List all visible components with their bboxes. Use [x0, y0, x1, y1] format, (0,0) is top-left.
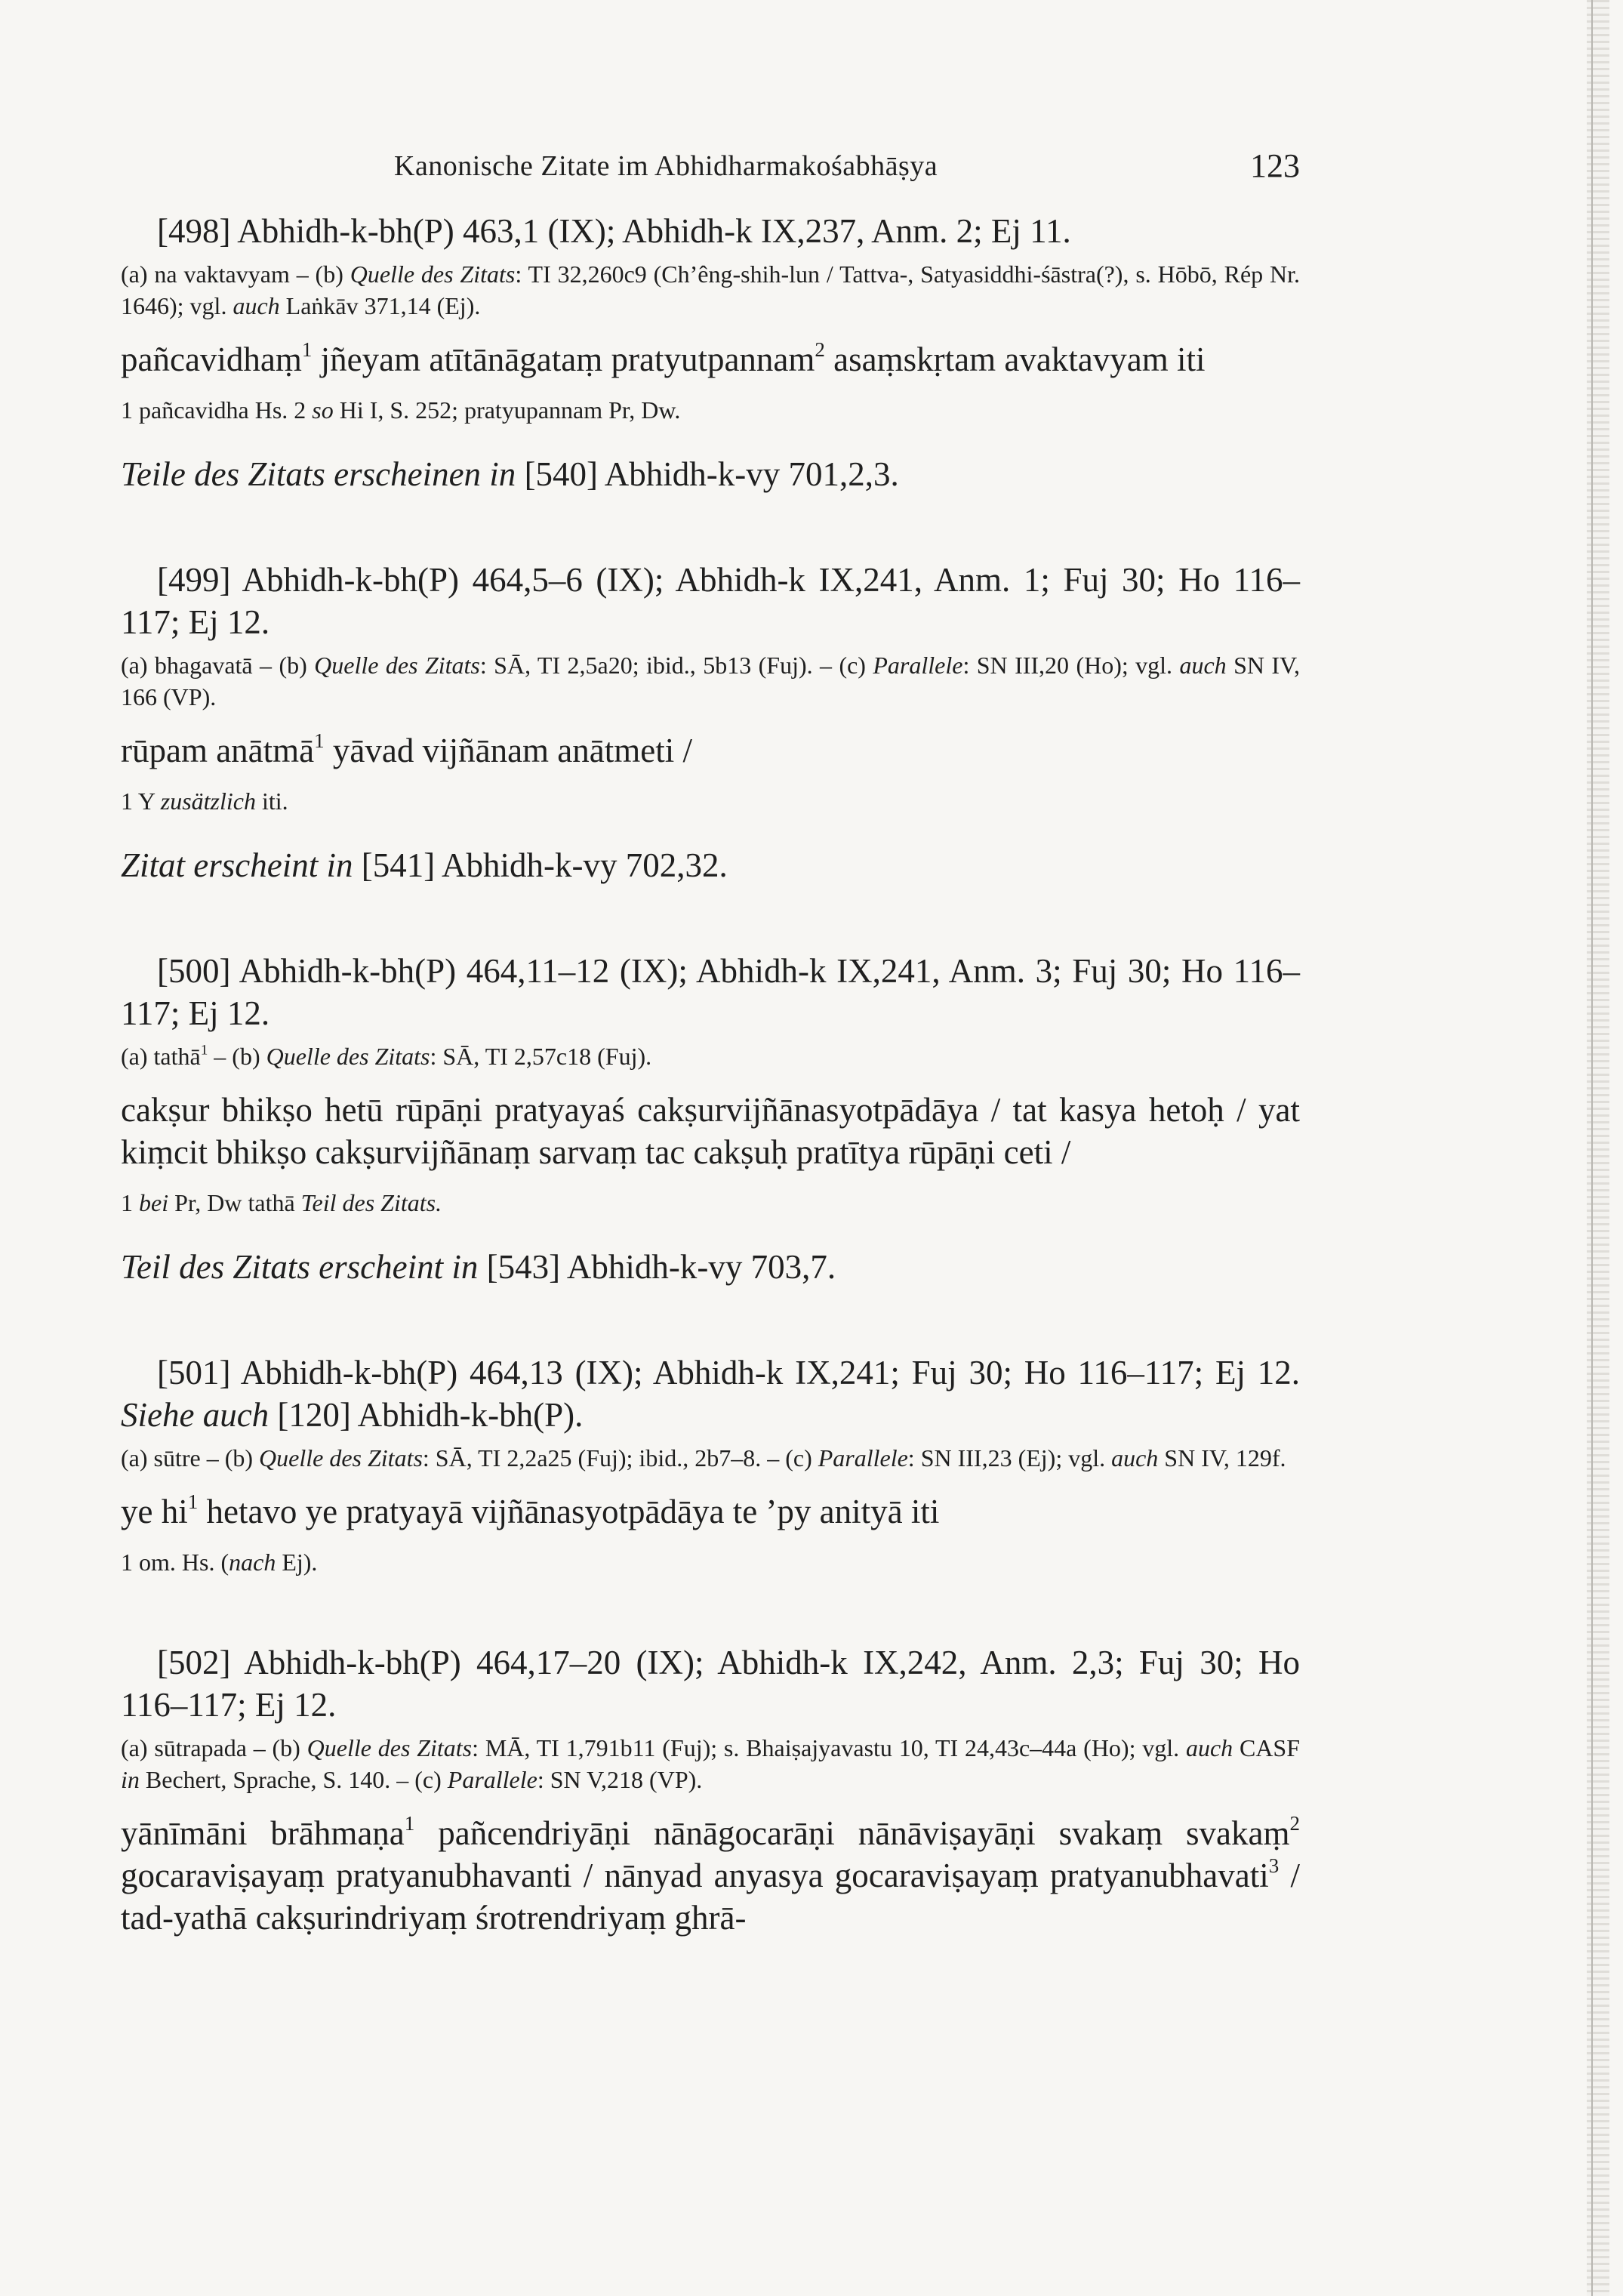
footnote-italic: zusätzlich: [160, 787, 256, 815]
footnote-italic: bei: [139, 1189, 169, 1216]
page-header: [121, 149, 1300, 195]
appears-italic: Teile des Zitats erscheinen in: [121, 455, 516, 493]
reference-text: [120] Abhidh-k-bh(P).: [269, 1396, 584, 1434]
footnote-marker: 2: [815, 338, 825, 362]
footnote-marker: 1: [187, 1490, 199, 1514]
footnote-text: iti.: [255, 787, 288, 815]
sanskrit-quote: [121, 338, 1300, 381]
quote-text: / tad-yathā cakṣurindriyaṃ śrotrendriyaṃ ghrā-: [121, 1857, 1300, 1937]
appears-in: [121, 1246, 1300, 1288]
notes-italic: Quelle des Zitats: [350, 260, 516, 288]
footnote: [121, 785, 1300, 817]
running-title: Kanonische Zitate im Abhidharmakośabhāṣya: [394, 150, 938, 182]
footnote-text: 1 Y: [121, 787, 161, 815]
notes-text: (a) sūtre – (b): [121, 1444, 260, 1472]
footnote-italic: Teil des Zitats.: [300, 1189, 442, 1216]
appears-text: [541] Abhidh-k-vy 702,32.: [353, 846, 728, 884]
quote-text: yānīmāni brāhmaṇa: [121, 1814, 405, 1852]
appears-italic: Teil des Zitats erscheint in: [121, 1248, 479, 1286]
scan-edge: [1587, 0, 1609, 2296]
footnote-text: Hi I, S. 252; pratyupannam Pr, Dw.: [333, 396, 681, 424]
quote-text: rūpam anātmā: [121, 732, 315, 769]
reference-text: [499] Abhidh-k-bh(P) 464,5–6 (IX); Abhidh-k IX,241, Anm. 1; Fuj 30; Ho 116–117; Ej 12.: [121, 561, 1300, 641]
quote-text: ye hi: [121, 1493, 188, 1530]
notes-text: : SN III,23 (Ej); vgl.: [907, 1444, 1112, 1472]
entry-notes: [121, 649, 1300, 713]
entries: [121, 210, 1300, 1939]
quote-text: cakṣur bhikṣo hetū rūpāṇi pratyayaś cakṣurvijñānasyotpādāya / tat kasya hetoḥ / yat kiṃcit bhikṣo cakṣurvijñānaṃ sarvaṃ tac cakṣuḥ pratītya rūpāṇi ceti /: [121, 1091, 1300, 1171]
footnote-italic: so: [312, 396, 334, 424]
notes-text: : SĀ, TI 2,2a25 (Fuj); ibid., 2b7–8. – (c): [422, 1444, 818, 1472]
footnote-text: Pr, Dw tathā: [168, 1189, 301, 1216]
reference-text: [498] Abhidh-k-bh(P) 463,1 (IX); Abhidh-k IX,237, Anm. 2; Ej 11.: [157, 212, 1071, 250]
notes-text: : SĀ, TI 2,57c18 (Fuj).: [430, 1043, 652, 1070]
footnote-text: 1 pañcavidha Hs. 2: [121, 396, 313, 424]
entry-reference: [121, 559, 1300, 643]
notes-text: (a) tathā: [121, 1043, 201, 1070]
notes-text: Bechert, Sprache, S. 140. – (c): [139, 1766, 448, 1793]
footnote-text: 1: [121, 1189, 139, 1216]
footnote: [121, 1187, 1300, 1219]
entry-499: [121, 559, 1300, 886]
entry-reference: [121, 1641, 1300, 1726]
footnote: [121, 1546, 1300, 1578]
notes-italic: Parallele: [447, 1766, 537, 1793]
quote-text: jñeyam atītānāgataṃ pratyutpannam: [312, 341, 815, 378]
footnote-text: 1 om. Hs. (: [121, 1549, 229, 1576]
entry-notes: [121, 1732, 1300, 1795]
notes-italic: Quelle des Zitats: [314, 652, 480, 679]
entry-reference: [121, 210, 1300, 252]
notes-text: : SĀ, TI 2,5a20; ibid., 5b13 (Fuj). – (c): [479, 652, 873, 679]
appears-in: [121, 844, 1300, 886]
quote-text: pañcendriyāṇi nānāgocarāṇi nānāviṣayāṇi svakaṃ svakaṃ: [414, 1814, 1290, 1852]
footnote-marker: 1: [301, 338, 313, 362]
notes-italic: Parallele: [818, 1444, 908, 1472]
notes-text: – (b): [208, 1043, 266, 1070]
notes-text: : SN V,218 (VP).: [537, 1766, 703, 1793]
notes-italic: auch: [1111, 1444, 1159, 1472]
notes-text: (a) sūtrapada – (b): [121, 1734, 307, 1761]
entry-502: [121, 1641, 1300, 1939]
notes-italic: Quelle des Zitats: [259, 1444, 423, 1472]
entry-500: [121, 950, 1300, 1288]
reference-text: [501] Abhidh-k-bh(P) 464,13 (IX); Abhidh-k IX,241; Fuj 30; Ho 116–117; Ej 12.: [157, 1354, 1300, 1391]
notes-text: CASF: [1233, 1734, 1301, 1761]
sanskrit-quote: [121, 1089, 1300, 1173]
entry-reference: [121, 950, 1300, 1034]
notes-italic: Quelle des Zitats: [266, 1043, 430, 1070]
footnote-marker: 3: [1268, 1854, 1280, 1878]
notes-text: SN IV, 166 (VP).: [121, 652, 1301, 710]
notes-italic: in: [121, 1766, 140, 1793]
footnote-marker: 1: [200, 1042, 208, 1059]
notes-text: : SN III,20 (Ho); vgl.: [962, 652, 1180, 679]
appears-italic: Zitat erscheint in: [121, 846, 353, 884]
notes-italic: Parallele: [873, 652, 963, 679]
notes-italic: Quelle des Zitats: [306, 1734, 473, 1761]
notes-text: Laṅkāv 371,14 (Ej).: [279, 292, 481, 319]
notes-text: : TI 32,260c9 (Ch’êng-shih-lun / Tattva-, Satyasiddhi-śāstra(?), s. Hōbō, Rép Nr. 1646); vgl.: [121, 260, 1301, 319]
entry-notes: [121, 1442, 1300, 1474]
reference-text: [500] Abhidh-k-bh(P) 464,11–12 (IX); Abhidh-k IX,241, Anm. 3; Fuj 30; Ho 116–117; Ej 12.: [121, 952, 1300, 1032]
notes-text: (a) bhagavatā – (b): [121, 652, 315, 679]
appears-text: [543] Abhidh-k-vy 703,7.: [478, 1248, 836, 1286]
footnote: [121, 394, 1300, 426]
quote-text: gocaraviṣayaṃ pratyanubhavanti / nānyad anyasya gocaraviṣayaṃ pratyanubhavati: [121, 1857, 1269, 1894]
quote-text: hetavo ye pratyayā vijñānasyotpādāya te ’py anityā iti: [198, 1493, 940, 1530]
sanskrit-quote: [121, 1490, 1300, 1533]
quote-text: asaṃskṛtam avaktavyam iti: [824, 341, 1206, 378]
reference-text: [502] Abhidh-k-bh(P) 464,17–20 (IX); Abhidh-k IX,242, Anm. 2,3; Fuj 30; Ho 116–117; Ej 12.: [121, 1644, 1300, 1724]
appears-text: [540] Abhidh-k-vy 701,2,3.: [516, 455, 899, 493]
entry-501: [121, 1351, 1300, 1578]
notes-italic: auch: [1185, 1734, 1233, 1761]
entry-notes: [121, 1040, 1300, 1072]
scan-edge-line: [1591, 0, 1593, 2296]
notes-italic: auch: [1179, 652, 1227, 679]
sanskrit-quote: [121, 1812, 1300, 1939]
quote-text: pañcavidhaṃ: [121, 341, 302, 378]
sanskrit-quote: [121, 729, 1300, 772]
appears-in: [121, 453, 1300, 495]
quote-text: yāvad vijñānam anātmeti /: [324, 732, 692, 769]
notes-text: : MĀ, TI 1,791b11 (Fuj); s. Bhaiṣajyavastu 10, TI 24,43c–44a (Ho); vgl.: [472, 1734, 1186, 1761]
page-number: 123: [1250, 147, 1300, 184]
footnote-text: Ej).: [276, 1549, 318, 1576]
entry-notes: [121, 258, 1300, 322]
entry-498: [121, 210, 1300, 495]
footnote-marker: 1: [314, 729, 325, 753]
footnote-italic: nach: [229, 1549, 276, 1576]
notes-text: (a) na vaktavyam – (b): [121, 260, 350, 288]
reference-italic: Siehe auch: [121, 1396, 269, 1434]
notes-text: SN IV, 129f.: [1158, 1444, 1286, 1472]
notes-italic: auch: [233, 292, 280, 319]
entry-reference: [121, 1351, 1300, 1436]
footnote-marker: 1: [404, 1812, 415, 1835]
footnote-marker: 2: [1289, 1812, 1300, 1835]
